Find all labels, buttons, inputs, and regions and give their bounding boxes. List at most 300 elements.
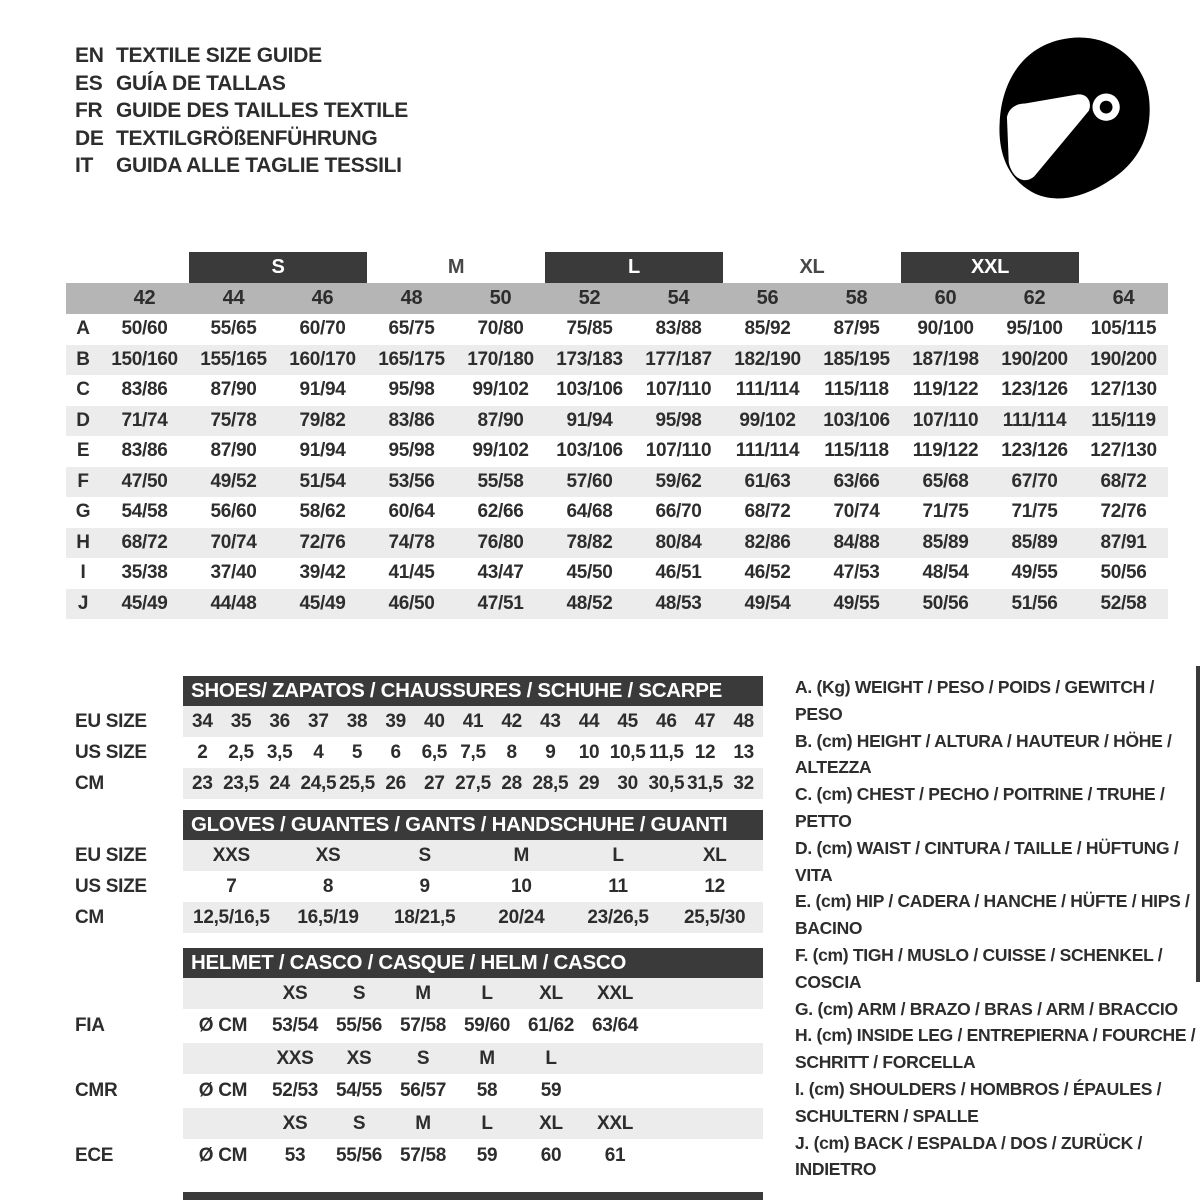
legend-item xyxy=(795,942,1200,996)
size-column-header: 48 xyxy=(400,287,423,309)
value-cell: 13 xyxy=(733,742,754,763)
size-value: 85/89 xyxy=(1011,531,1058,553)
value-cell: 12 xyxy=(694,742,716,763)
size-value: 68/72 xyxy=(1100,470,1147,492)
value-cell: 16,5/19 xyxy=(297,907,359,928)
helmet-size: S xyxy=(416,1048,430,1069)
legend-text: TIGH / MUSLO / CUISSE / SCHENKEL / COSCIA xyxy=(795,944,1163,992)
value-cell: 3,5 xyxy=(266,742,293,763)
size-value: 50/60 xyxy=(121,318,168,339)
size-value: 107/110 xyxy=(645,379,712,400)
legend-text: WEIGHT / PESO / POIDS / GEWITCH / PESO xyxy=(795,677,1155,724)
size-value: 58/62 xyxy=(299,501,346,522)
racing-helmet-icon xyxy=(973,28,1161,210)
helmet-size: M xyxy=(415,983,431,1004)
size-value: 95/98 xyxy=(388,379,435,400)
value-cell: 44 xyxy=(578,711,600,732)
size-value: 111/114 xyxy=(1002,409,1067,431)
gloves-rows xyxy=(66,840,763,933)
size-value: 182/190 xyxy=(734,348,801,370)
size-value: 107/110 xyxy=(912,409,979,431)
size-column-header: 50 xyxy=(489,287,512,309)
value-cell: 30 xyxy=(617,773,638,794)
value-cell: 23,5 xyxy=(223,773,259,794)
size-value: 99/102 xyxy=(739,409,796,431)
size-value: 70/74 xyxy=(833,501,880,522)
legend-unit: (cm) xyxy=(816,1025,857,1046)
size-column-header: 46 xyxy=(311,287,334,309)
visor-pivot-inner xyxy=(1100,101,1113,114)
row-label: B xyxy=(76,348,90,370)
helmet-size: L xyxy=(481,983,493,1004)
legend-text: SHOULDERS / HOMBROS / ÉPAULES / SCHULTERN / SPALLE xyxy=(795,1078,1162,1126)
value-cell: 27,5 xyxy=(455,773,491,794)
size-value: 87/90 xyxy=(210,379,257,400)
row-values xyxy=(183,871,763,902)
size-value: 57/60 xyxy=(566,470,613,492)
size-value: 59/62 xyxy=(655,470,702,492)
helmet-size: L xyxy=(481,1113,493,1134)
size-value: 90/100 xyxy=(917,318,974,339)
size-value: 45/49 xyxy=(299,592,346,614)
size-value: 165/175 xyxy=(378,348,445,370)
legend-text: HIP / CADERA / HANCHE / HÜFTE / HIPS / BACINO xyxy=(795,891,1190,939)
language-row xyxy=(75,125,408,153)
row-label xyxy=(66,978,183,1009)
helmet-size: XXS xyxy=(276,1048,314,1069)
size-value: 99/102 xyxy=(472,379,529,400)
size-value: 60/70 xyxy=(299,318,346,339)
value-cell: L xyxy=(612,845,624,866)
value-cell: 42 xyxy=(501,711,522,732)
gloves-table-title: GLOVES / GUANTES / GANTS / HANDSCHUHE / GUANTI xyxy=(183,810,763,840)
helmet-size: S xyxy=(352,983,366,1004)
legend-text: INSIDE LEG / ENTREPIERNA / FOURCHE / SCHRITT / FORCELLA xyxy=(795,1025,1196,1073)
size-value: 177/187 xyxy=(645,348,712,370)
size-value: 71/74 xyxy=(121,409,168,431)
value-cell: 24,5 xyxy=(300,773,337,794)
size-value: 87/95 xyxy=(833,318,880,339)
size-value: 160/170 xyxy=(289,348,356,370)
size-value: 49/55 xyxy=(833,592,880,614)
value-cell: 45 xyxy=(617,711,638,732)
value-cell: 29 xyxy=(578,773,600,794)
size-value: 87/91 xyxy=(1100,531,1147,553)
legend-item xyxy=(795,728,1200,782)
measurement-row-g xyxy=(66,497,1168,528)
size-column-header: 54 xyxy=(667,287,690,309)
size-value: 35/38 xyxy=(121,562,168,583)
size-value: 95/98 xyxy=(655,409,702,431)
size-value: 48/54 xyxy=(922,562,969,583)
value-cell: 39 xyxy=(385,711,406,732)
value-cell: 10 xyxy=(511,876,532,897)
helmet-size: XXL xyxy=(596,983,634,1004)
measurement-row-a xyxy=(66,314,1168,345)
value-cell: 7,5 xyxy=(460,742,486,763)
size-value: 53/56 xyxy=(388,470,435,492)
row-label: EU SIZE xyxy=(75,845,147,866)
helmet-value: 55/56 xyxy=(335,1015,383,1036)
language-row xyxy=(75,97,408,125)
size-value: 44/48 xyxy=(210,592,257,614)
size-value: 47/51 xyxy=(477,592,524,614)
value-cell: 10 xyxy=(578,742,600,763)
value-cell: 31,5 xyxy=(687,773,723,794)
guide-title-en: TEXTILE SIZE GUIDE xyxy=(116,44,322,67)
legend-key: E. xyxy=(795,891,816,912)
value-cell: 11 xyxy=(608,876,628,897)
value-cell: 2 xyxy=(197,742,208,763)
language-code: FR xyxy=(75,99,103,122)
legend-item xyxy=(795,1130,1200,1184)
value-cell: 20/24 xyxy=(498,907,545,928)
shoes-size-table xyxy=(66,676,763,799)
guide-title-de: TEXTILGRÖßENFÜHRUNG xyxy=(116,126,378,150)
legend-key: A. xyxy=(795,677,817,697)
size-value: 55/58 xyxy=(477,470,524,492)
value-cell: 35 xyxy=(230,711,252,732)
helmet-size-row xyxy=(66,1043,763,1074)
size-value: 185/195 xyxy=(823,348,890,370)
row-label: J xyxy=(77,592,89,614)
value-cell: 48 xyxy=(733,711,754,732)
right-edge-border xyxy=(1196,666,1200,982)
helmet-size-labels xyxy=(183,1043,763,1074)
legend-item xyxy=(795,1076,1200,1130)
size-value: 103/106 xyxy=(556,379,623,400)
size-value: 127/130 xyxy=(1090,379,1157,400)
size-value: 187/198 xyxy=(912,348,979,370)
diameter-unit: Ø CM xyxy=(198,1080,248,1101)
size-value: 48/52 xyxy=(566,592,613,614)
size-number-header-row xyxy=(66,283,1168,314)
size-value: 54/58 xyxy=(121,501,168,522)
size-value: 91/94 xyxy=(299,379,346,400)
size-value: 72/76 xyxy=(1100,501,1147,522)
size-value: 83/86 xyxy=(121,440,168,461)
helmet-size: M xyxy=(415,1113,431,1134)
corner-cell xyxy=(66,283,100,314)
value-cell: 11,5 xyxy=(648,742,684,763)
size-value: 61/63 xyxy=(744,470,791,492)
row-label xyxy=(66,1108,183,1139)
legend-item xyxy=(795,888,1200,942)
size-value: 51/54 xyxy=(299,470,346,492)
size-value: 155/165 xyxy=(200,348,267,370)
size-value: 85/92 xyxy=(744,318,791,339)
helmet-size: XS xyxy=(282,983,308,1004)
size-value: 37/40 xyxy=(210,562,257,583)
legend-text: BACK / ESPALDA / DOS / ZURÜCK / INDIETRO xyxy=(795,1132,1143,1180)
standard-label: CMR xyxy=(75,1080,118,1101)
textile-size-table xyxy=(66,252,1168,619)
helmet-value: 59/60 xyxy=(463,1015,511,1036)
legend-key: G. xyxy=(795,998,818,1019)
guide-title-fr: GUIDE DES TAILLES TEXTILE xyxy=(116,99,408,122)
size-value: 75/85 xyxy=(566,318,613,339)
value-cell: 24 xyxy=(269,773,290,794)
value-cell: 6 xyxy=(390,742,401,763)
row-label: EU SIZE xyxy=(75,711,147,732)
measurement-rows xyxy=(66,314,1168,619)
size-value: 51/56 xyxy=(1011,592,1058,614)
diameter-unit: Ø CM xyxy=(198,1145,248,1166)
size-value: 46/51 xyxy=(655,562,702,583)
size-column-header: 60 xyxy=(934,287,957,309)
size-value: 63/66 xyxy=(833,470,880,492)
size-column-header: 58 xyxy=(845,287,868,309)
size-value: 45/50 xyxy=(566,562,613,583)
size-group-m: M xyxy=(447,256,465,278)
helmet-value: 59 xyxy=(476,1145,498,1166)
size-value: 74/78 xyxy=(388,531,435,553)
legend-unit: (cm) xyxy=(816,730,857,751)
helmet-value-row xyxy=(66,1009,763,1043)
size-value: 72/76 xyxy=(299,531,346,553)
size-value: 123/126 xyxy=(1001,379,1068,400)
size-group-l: L xyxy=(545,252,723,283)
size-value: 60/64 xyxy=(388,501,435,522)
value-cell: 23/26,5 xyxy=(587,907,649,928)
row-label: G xyxy=(75,501,91,522)
shoes-table-title: SHOES/ ZAPATOS / CHAUSSURES / SCHUHE / SCARPE xyxy=(183,676,763,706)
unit-cell xyxy=(183,1043,263,1074)
value-cell: 32 xyxy=(733,773,754,794)
helmet-value-row xyxy=(66,1074,763,1108)
size-value: 65/75 xyxy=(388,318,435,339)
value-cell: S xyxy=(418,845,431,866)
helmet-value: 57/58 xyxy=(399,1145,447,1166)
size-value: 66/70 xyxy=(655,501,702,522)
helmet-value: 60 xyxy=(540,1145,562,1166)
legend-unit: (cm) xyxy=(808,1078,849,1099)
size-value: 105/115 xyxy=(1090,318,1157,339)
shoes-rows xyxy=(66,706,763,799)
helmet-size: XS xyxy=(282,1113,308,1134)
helmet-size-labels xyxy=(183,978,763,1009)
value-cell: 28,5 xyxy=(532,773,569,794)
size-value: 83/86 xyxy=(121,379,168,400)
size-value: 55/65 xyxy=(210,318,257,339)
legend-item xyxy=(795,835,1200,889)
size-value: 84/88 xyxy=(833,531,880,553)
helmet-value-row xyxy=(66,1139,763,1173)
size-column-header: 62 xyxy=(1023,287,1046,309)
size-value: 71/75 xyxy=(1011,501,1058,522)
size-value: 80/84 xyxy=(655,531,702,553)
helmet-value: 55/56 xyxy=(335,1145,383,1166)
legend-unit: (cm) xyxy=(813,1132,854,1153)
row-label: H xyxy=(76,531,90,553)
value-cell: 9 xyxy=(419,876,430,897)
row-label: E xyxy=(76,440,90,461)
measurement-row-f xyxy=(66,467,1168,498)
size-value: 150/160 xyxy=(111,348,178,370)
helmet-size: XL xyxy=(539,983,563,1004)
size-value: 111/114 xyxy=(735,440,800,461)
table-row xyxy=(66,840,763,871)
size-value: 68/72 xyxy=(744,501,791,522)
size-value: 64/68 xyxy=(566,501,613,522)
value-cell: 7 xyxy=(226,876,237,897)
size-value: 83/88 xyxy=(655,318,702,339)
helmet-size-row xyxy=(66,1108,763,1139)
value-cell: XL xyxy=(702,845,727,866)
size-value: 87/90 xyxy=(477,409,524,431)
size-value: 71/75 xyxy=(922,501,969,522)
value-cell: 46 xyxy=(656,711,677,732)
size-value: 87/90 xyxy=(210,440,257,461)
legend-item xyxy=(795,996,1200,1023)
size-value: 70/74 xyxy=(210,531,257,553)
row-label: CM xyxy=(75,773,104,794)
value-cell: 26 xyxy=(385,773,406,794)
helmet-value: 57/58 xyxy=(399,1015,447,1036)
value-cell: XS xyxy=(315,845,341,866)
helmet-table-title: HELMET / CASCO / CASQUE / HELM / CASCO xyxy=(183,948,763,978)
size-value: 49/54 xyxy=(744,592,791,614)
size-value: 91/94 xyxy=(566,409,613,431)
size-value: 85/89 xyxy=(922,531,969,553)
row-label: US SIZE xyxy=(75,876,147,897)
diameter-unit: Ø CM xyxy=(198,1015,248,1036)
legend-unit: (cm) xyxy=(816,837,857,858)
size-value: 115/119 xyxy=(1091,409,1156,431)
language-code: ES xyxy=(75,71,103,95)
size-value: 127/130 xyxy=(1090,440,1157,461)
table-row xyxy=(66,871,763,902)
legend-key: I. xyxy=(795,1078,809,1099)
helmet-size: L xyxy=(545,1048,557,1069)
size-value: 47/50 xyxy=(121,470,168,492)
size-value: 56/60 xyxy=(210,501,257,522)
helmet-value: 58 xyxy=(476,1080,498,1101)
size-value: 45/49 xyxy=(121,592,168,614)
legend-unit: (cm) xyxy=(815,891,856,912)
standard-values xyxy=(183,1074,763,1108)
size-value: 65/68 xyxy=(922,470,969,492)
guide-title-it: GUIDA ALLE TAGLIE TESSILI xyxy=(116,154,402,177)
table-row xyxy=(66,706,763,737)
size-value: 62/66 xyxy=(477,501,524,522)
size-value: 95/98 xyxy=(388,440,435,461)
size-group-xxl: XXL xyxy=(901,252,1079,283)
row-label: A xyxy=(76,318,90,339)
size-value: 99/102 xyxy=(472,440,529,461)
measurement-row-j xyxy=(66,589,1168,620)
measurement-row-i xyxy=(66,558,1168,589)
size-value: 119/122 xyxy=(912,440,979,461)
value-cell: 37 xyxy=(308,711,329,732)
value-cell: 6,5 xyxy=(421,742,448,763)
helmet-value: 52/53 xyxy=(271,1080,319,1101)
value-cell: 41 xyxy=(462,711,484,732)
value-cell: 27 xyxy=(424,773,445,794)
standard-values xyxy=(183,1139,763,1173)
guide-title-es: GUÍA DE TALLAS xyxy=(116,71,286,95)
value-cell: 8 xyxy=(506,742,517,763)
value-cell: 23 xyxy=(192,773,213,794)
row-label: CM xyxy=(75,907,104,928)
row-values xyxy=(183,737,763,768)
legend-key: J. xyxy=(795,1132,814,1153)
legend-text: CHEST / PECHO / POITRINE / TRUHE / PETTO xyxy=(795,784,1165,831)
standard-label: ECE xyxy=(75,1145,114,1166)
language-code: DE xyxy=(75,126,104,150)
value-cell: 36 xyxy=(269,711,290,732)
row-label xyxy=(66,1043,183,1074)
value-cell: 5 xyxy=(351,742,363,763)
row-values xyxy=(183,840,763,871)
measurement-row-e xyxy=(66,436,1168,467)
helmet-size: XXL xyxy=(596,1113,634,1134)
value-cell: 10,5 xyxy=(609,742,646,763)
measurement-row-c xyxy=(66,375,1168,406)
helmet-value: 59 xyxy=(540,1080,562,1101)
size-value: 79/82 xyxy=(299,409,346,431)
size-value: 115/118 xyxy=(824,440,889,461)
value-cell: 25,5/30 xyxy=(684,907,746,928)
size-value: 190/200 xyxy=(1001,348,1068,370)
standard-label: FIA xyxy=(75,1015,105,1036)
legend-key: F. xyxy=(795,944,813,965)
unit-cell xyxy=(183,978,263,1009)
language-title-list xyxy=(75,42,408,180)
value-cell: 18/21,5 xyxy=(394,907,456,928)
size-column-header: 52 xyxy=(578,287,601,309)
helmet-size: XS xyxy=(346,1048,372,1069)
size-value: 50/56 xyxy=(922,592,969,614)
row-label: I xyxy=(80,562,86,583)
size-value: 123/126 xyxy=(1001,440,1068,461)
legend-text: ARM / BRAZO / BRAS / ARM / BRACCIO xyxy=(857,998,1178,1019)
size-value: 41/45 xyxy=(388,562,435,583)
helmet-size-table xyxy=(66,948,763,1173)
helmet-size-labels xyxy=(183,1108,763,1139)
row-label: C xyxy=(76,379,90,400)
size-value: 68/72 xyxy=(121,531,168,553)
size-value: 190/200 xyxy=(1090,348,1157,370)
size-value: 82/86 xyxy=(744,531,791,553)
legend-key: H. xyxy=(795,1025,817,1046)
helmet-value: 61/62 xyxy=(527,1015,575,1036)
value-cell: 12 xyxy=(704,876,725,897)
size-value: 47/53 xyxy=(833,562,880,583)
gloves-size-table xyxy=(66,810,763,933)
size-value: 67/70 xyxy=(1011,470,1058,492)
row-values xyxy=(183,706,763,737)
language-row xyxy=(75,70,408,98)
size-column-header: 56 xyxy=(756,287,779,309)
size-value: 49/55 xyxy=(1011,562,1058,583)
helmet-size: M xyxy=(479,1048,495,1069)
value-cell: 34 xyxy=(192,711,213,732)
size-value: 50/56 xyxy=(1100,562,1147,583)
size-column-header: 44 xyxy=(222,287,245,309)
helmet-size: XL xyxy=(539,1113,563,1134)
value-cell: 25,5 xyxy=(339,773,375,794)
size-value: 49/52 xyxy=(210,470,257,492)
measurement-legend xyxy=(795,674,1200,1183)
row-values xyxy=(183,768,763,799)
legend-unit: (cm) xyxy=(812,944,853,965)
measurement-row-b xyxy=(66,345,1168,376)
legend-key: B. xyxy=(795,730,817,751)
value-cell: 9 xyxy=(545,742,556,763)
measurement-row-h xyxy=(66,528,1168,559)
size-value: 70/80 xyxy=(477,318,524,339)
